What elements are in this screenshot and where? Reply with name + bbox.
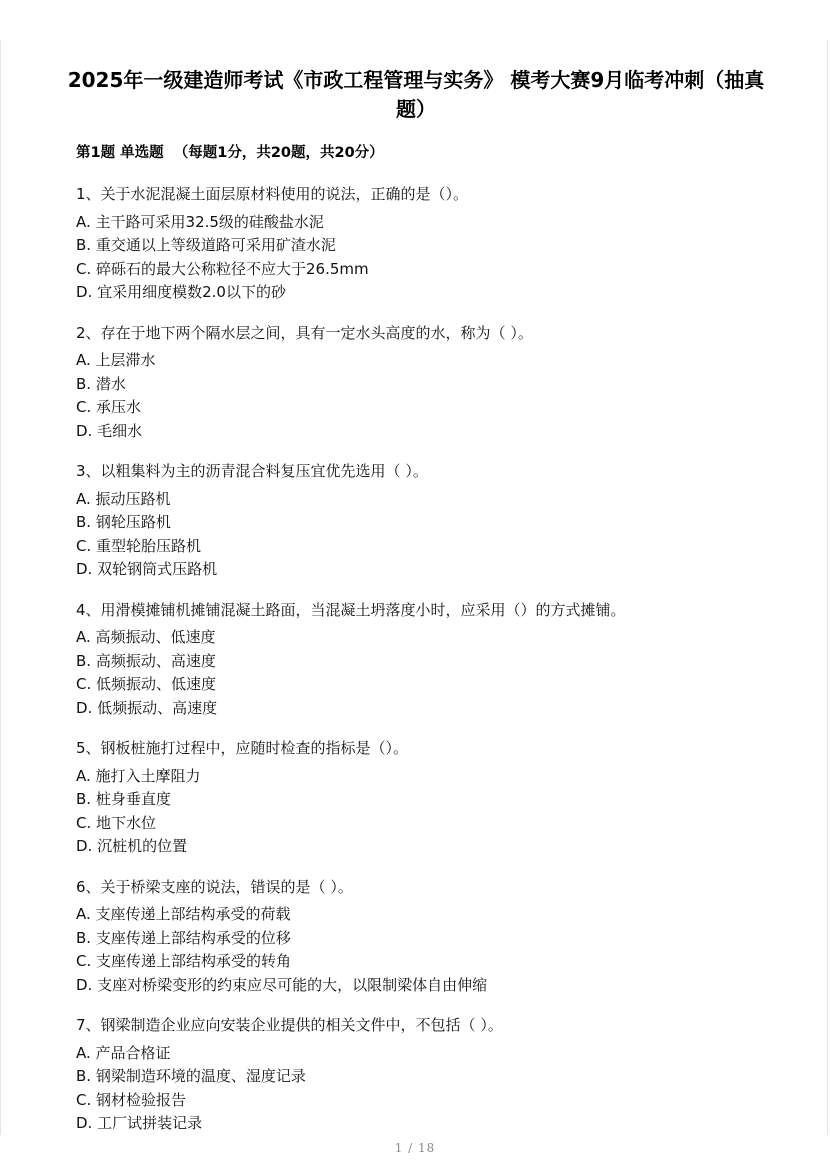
page-indicator: 1 / 18: [394, 1141, 436, 1155]
option-a: A. 施打入土摩阻力: [76, 766, 201, 785]
question-1: [76, 183, 796, 305]
question-stem: 1、关于水泥混凝土面层原材料使用的说法，正确的是（）。: [76, 185, 469, 203]
question-5: [76, 737, 796, 859]
question-stem: 4、用滑模摊铺机摊铺混凝土路面，当混凝土坍落度小时，应采用（）的方式摊铺。: [76, 600, 626, 619]
option-d: D. 低频振动、高速度: [76, 698, 218, 717]
question-3: [76, 460, 796, 582]
option-a: A. 主干路可采用32.5级的硅酸盐水泥: [76, 212, 324, 231]
question-stem: 7、钢梁制造企业应向安装企业提供的相关文件中，不包括（ ）。: [76, 1016, 503, 1034]
option-a: A. 产品合格证: [76, 1043, 171, 1062]
option-d: D. 沉桩机的位置: [76, 837, 188, 855]
option-c: C. 碎砾石的最大公称粒径不应大于26.5mm: [76, 259, 369, 278]
question-stem: 5、钢板桩施打过程中，应随时检查的指标是（）。: [76, 739, 409, 757]
option-d: D. 工厂试拼装记录: [76, 1114, 203, 1132]
option-c: C. 承压水: [76, 398, 142, 416]
option-a: A. 振动压路机: [76, 489, 171, 508]
question-6: [76, 876, 796, 998]
section-header: 第1题 单选题 （每题1分，共20题，共20分）: [76, 145, 384, 161]
option-c: C. 低频振动、低速度: [76, 675, 217, 693]
document-page: [0, 40, 828, 1135]
option-b: B. 钢梁制造环境的温度、湿度记录: [76, 1067, 306, 1085]
option-c: C. 地下水位: [76, 813, 157, 832]
option-d: D. 毛细水: [76, 421, 143, 440]
question-7: [76, 1014, 796, 1136]
option-b: B. 钢轮压路机: [76, 513, 171, 531]
option-b: B. 高频振动、高速度: [76, 651, 216, 670]
question-2: [76, 322, 796, 444]
option-b: B. 桩身垂直度: [76, 790, 171, 808]
question-stem: 3、以粗集料为主的沥青混合料复压宜优先选用（ ）。: [76, 462, 428, 480]
question-stem: 6、关于桥梁支座的说法，错误的是（ ）。: [76, 877, 353, 896]
option-d: D. 双轮钢筒式压路机: [76, 560, 218, 578]
option-b: B. 支座传递上部结构承受的位移: [76, 928, 291, 947]
option-a: A. 高频振动、低速度: [76, 628, 216, 646]
question-stem: 2、存在于地下两个隔水层之间，具有一定水头高度的水，称为（ ）。: [76, 323, 533, 342]
option-c: C. 重型轮胎压路机: [76, 536, 202, 555]
option-c: C. 支座传递上部结构承受的转角: [76, 952, 292, 970]
option-a: A. 支座传递上部结构承受的荷载: [76, 905, 291, 923]
option-d: D. 宜采用细度模数2.0以下的砂: [76, 283, 286, 301]
option-b: B. 重交通以上等级道路可采用矿渣水泥: [76, 236, 336, 254]
question-list: [76, 183, 796, 1153]
document-title: 2025年一级建造师考试《市政工程管理与实务》 模考大赛9月临考冲刺（抽真题）: [67, 68, 765, 121]
option-a: A. 上层滞水: [76, 351, 156, 369]
option-d: D. 支座对桥梁变形的约束应尽可能的大，以限制梁体自由伸缩: [76, 975, 488, 994]
question-4: [76, 599, 796, 721]
option-b: B. 潜水: [76, 374, 126, 393]
option-c: C. 钢材检验报告: [76, 1090, 187, 1109]
